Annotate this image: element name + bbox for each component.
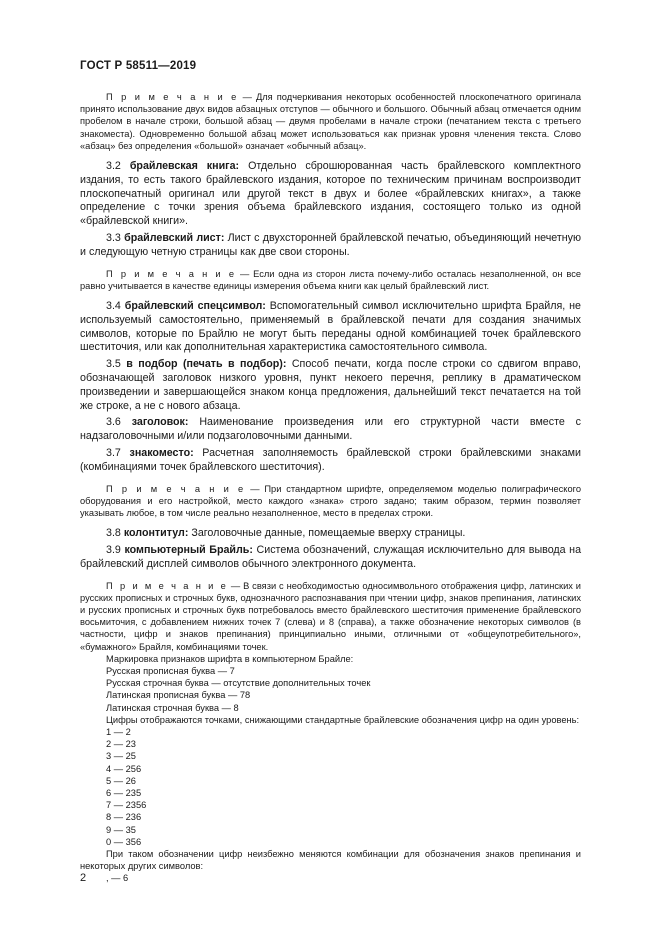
digit-item: 9 — 35 — [106, 824, 136, 835]
definition-term: брайлевский спецсимвол: — [124, 300, 266, 312]
page-number: 2 — [80, 872, 87, 884]
note-text: — При стандартном шрифте, определяемом моделью полиграфического оборудования и его настройкой, место каждого «знака» строго задано; таким образом, термин позволяет указывать любое, в том числе реально незаполненное, место в пределах строки. — [80, 483, 581, 518]
definition-term: в подбор (печать в подбор): — [126, 358, 287, 371]
note-braille-sheet — [80, 268, 581, 292]
digit-item: 0 — 356 — [106, 836, 142, 847]
note-abzac — [80, 91, 581, 152]
document-body — [80, 91, 581, 885]
definition-number: 3.6 — [106, 416, 132, 429]
note-character-space — [80, 483, 581, 520]
definition-number: 3.5 — [106, 358, 127, 371]
definition-3-3 — [80, 232, 581, 260]
definition-text: Заголовочные данные, помещаемые вверху страницы. — [188, 527, 466, 540]
definition-3-7 — [80, 447, 581, 475]
definition-3-8 — [80, 527, 581, 541]
note-text: — Для подчеркивания некоторых особенностей плоскопечатного оригинала принято использование двух видов абзацных отступов — обычного и большого. Обычный абзац отмечается одним пробелом в начале строки, большой абзац — двумя пробелами в начале строки (печатанием текста с третьего знакоместа). Одновременно большой абзац может использоваться как признак уровня членения текста. Слово «абзац» без определения «большой» означает «обычный абзац». — [80, 92, 581, 151]
note-computer-braille — [80, 580, 581, 653]
definition-number: 3.9 — [106, 543, 125, 556]
marking-title: Маркировка признаков шрифта в компьютерном Брайле: — [106, 653, 354, 664]
digit-item: 2 — 23 — [106, 739, 136, 750]
note-text: — Если одна из сторон листа почему-либо осталась незаполненной, он все равно учитывается в качестве единицы измерения объема книги как целый брайлевский лист. — [80, 268, 582, 291]
definition-number: 3.3 — [106, 232, 125, 244]
definition-number: 3.4 — [106, 300, 125, 312]
definition-3-6 — [80, 416, 581, 444]
definition-number: 3.7 — [106, 446, 130, 459]
note-label: П р и м е ч а н и е — [106, 580, 228, 591]
digit-item: 3 — 25 — [106, 751, 136, 762]
definition-3-5 — [80, 358, 581, 413]
marking-item: Русская строчная буква — отсутствие дополнительных точек — [106, 678, 371, 689]
digit-item: 5 — 26 — [106, 775, 136, 786]
definition-term: заголовок: — [131, 416, 189, 429]
note-label: П р и м е ч а н и е — [106, 92, 239, 102]
marking-item: Русская прописная буква — 7 — [106, 665, 235, 676]
digits-title: Цифры отображаются точками, снижающими стандартные брайлевские обозначения цифр на один уровень: — [106, 714, 580, 725]
definition-term: компьютерный Брайль: — [124, 543, 253, 556]
definition-term: колонтитул: — [123, 527, 189, 540]
definition-text: Вспомогательный символ исключительно шрифта Брайля, не используемый самостоятельно, применяемый в брайлевской печати для создания значимых символов, которые по Брайлю не могут быть переданы одной комбинацией точек брайлевского шеститочия, или как дополнительная характеристика самостоятельного символа. — [80, 300, 581, 354]
definition-3-9 — [80, 544, 581, 572]
marking-item: Латинская прописная буква — 78 — [106, 690, 251, 701]
definition-text: Лист с двухсторонней брайлевской печатью, объединяющий нечетную и следующую четную страницы как две свои стороны. — [80, 232, 582, 258]
note-text: — В связи с необходимостью односимвольного отображения цифр, латинских и русских прописных и строчных букв, однозначного распознавания при чтении цифр, знаков препинания, латинских и русских прописных и строчных букв потребовалось вместо брайлевского шеститочия применение брайлевского восьмиточия, с добавлением нижних точек 7 (слева) и 8 (справа), а также обозначение некоторых символов (в частности, цифр и знаков препинания) принципиально иными, отличными от «общеупотребительного», «бумажного» Брайля, комбинациями точек. — [80, 580, 582, 652]
digit-item: 7 — 2356 — [106, 800, 147, 811]
digit-item: 6 — 235 — [106, 788, 142, 799]
definition-term: брайлевская книга: — [129, 160, 240, 173]
definition-text: Способ печати, когда после строки со сдвигом вправо, обозначающей заголовок низкого уровня, пункт некоего перечня, реплику в драматическом произведении и завершающейся знаком конца предложения, дальнейший текст печатается на той же строке, а не с нового абзаца. — [80, 358, 581, 412]
marking-item: Латинская строчная буква — 8 — [106, 702, 239, 713]
punctuation-item: , — 6 — [106, 873, 129, 884]
definition-term: знакоместо: — [129, 446, 194, 459]
note-label: П р и м е ч а н и е — [106, 268, 237, 279]
digit-item: 1 — 2 — [106, 727, 131, 737]
document-code-header: ГОСТ Р 58511—2019 — [80, 60, 197, 72]
definition-text: Система обозначений, служащая исключительно для вывода на брайлевский дисплей символов обычного электронного документа. — [80, 543, 582, 570]
digit-item: 4 — 256 — [106, 763, 142, 774]
definition-3-2 — [80, 160, 581, 229]
definition-text: Отдельно сброшюрованная часть брайлевского комплектного издания, то есть такого брайлевского издания, которое по техническим причинам воспроизводит плоскопечатный оригинал или другой текст в двух и более «брайлевских книгах», а также определение с точки зрения объема брайлевского издания, состоящего только из одной «брайлевской книги». — [80, 160, 581, 228]
punctuation-intro: При таком обозначении цифр неизбежно меняются комбинации для обозначения знаков препинания и некоторых других символов: — [80, 849, 581, 872]
definition-3-4 — [80, 300, 581, 355]
definition-number: 3.2 — [106, 160, 130, 173]
definition-text: Расчетная заполняемость брайлевской строки брайлевскими знаками (комбинациями точек брайлевского шеститочия). — [80, 446, 582, 473]
definition-text: Наименование произведения или его структурной части вместе с надзаголовочными и/или подзаголовочными данными. — [80, 416, 582, 443]
definition-number: 3.8 — [106, 527, 124, 540]
digit-item: 8 — 236 — [106, 812, 142, 823]
definition-term: брайлевский лист: — [124, 232, 225, 244]
note-label: П р и м е ч а н и е — [106, 483, 246, 494]
